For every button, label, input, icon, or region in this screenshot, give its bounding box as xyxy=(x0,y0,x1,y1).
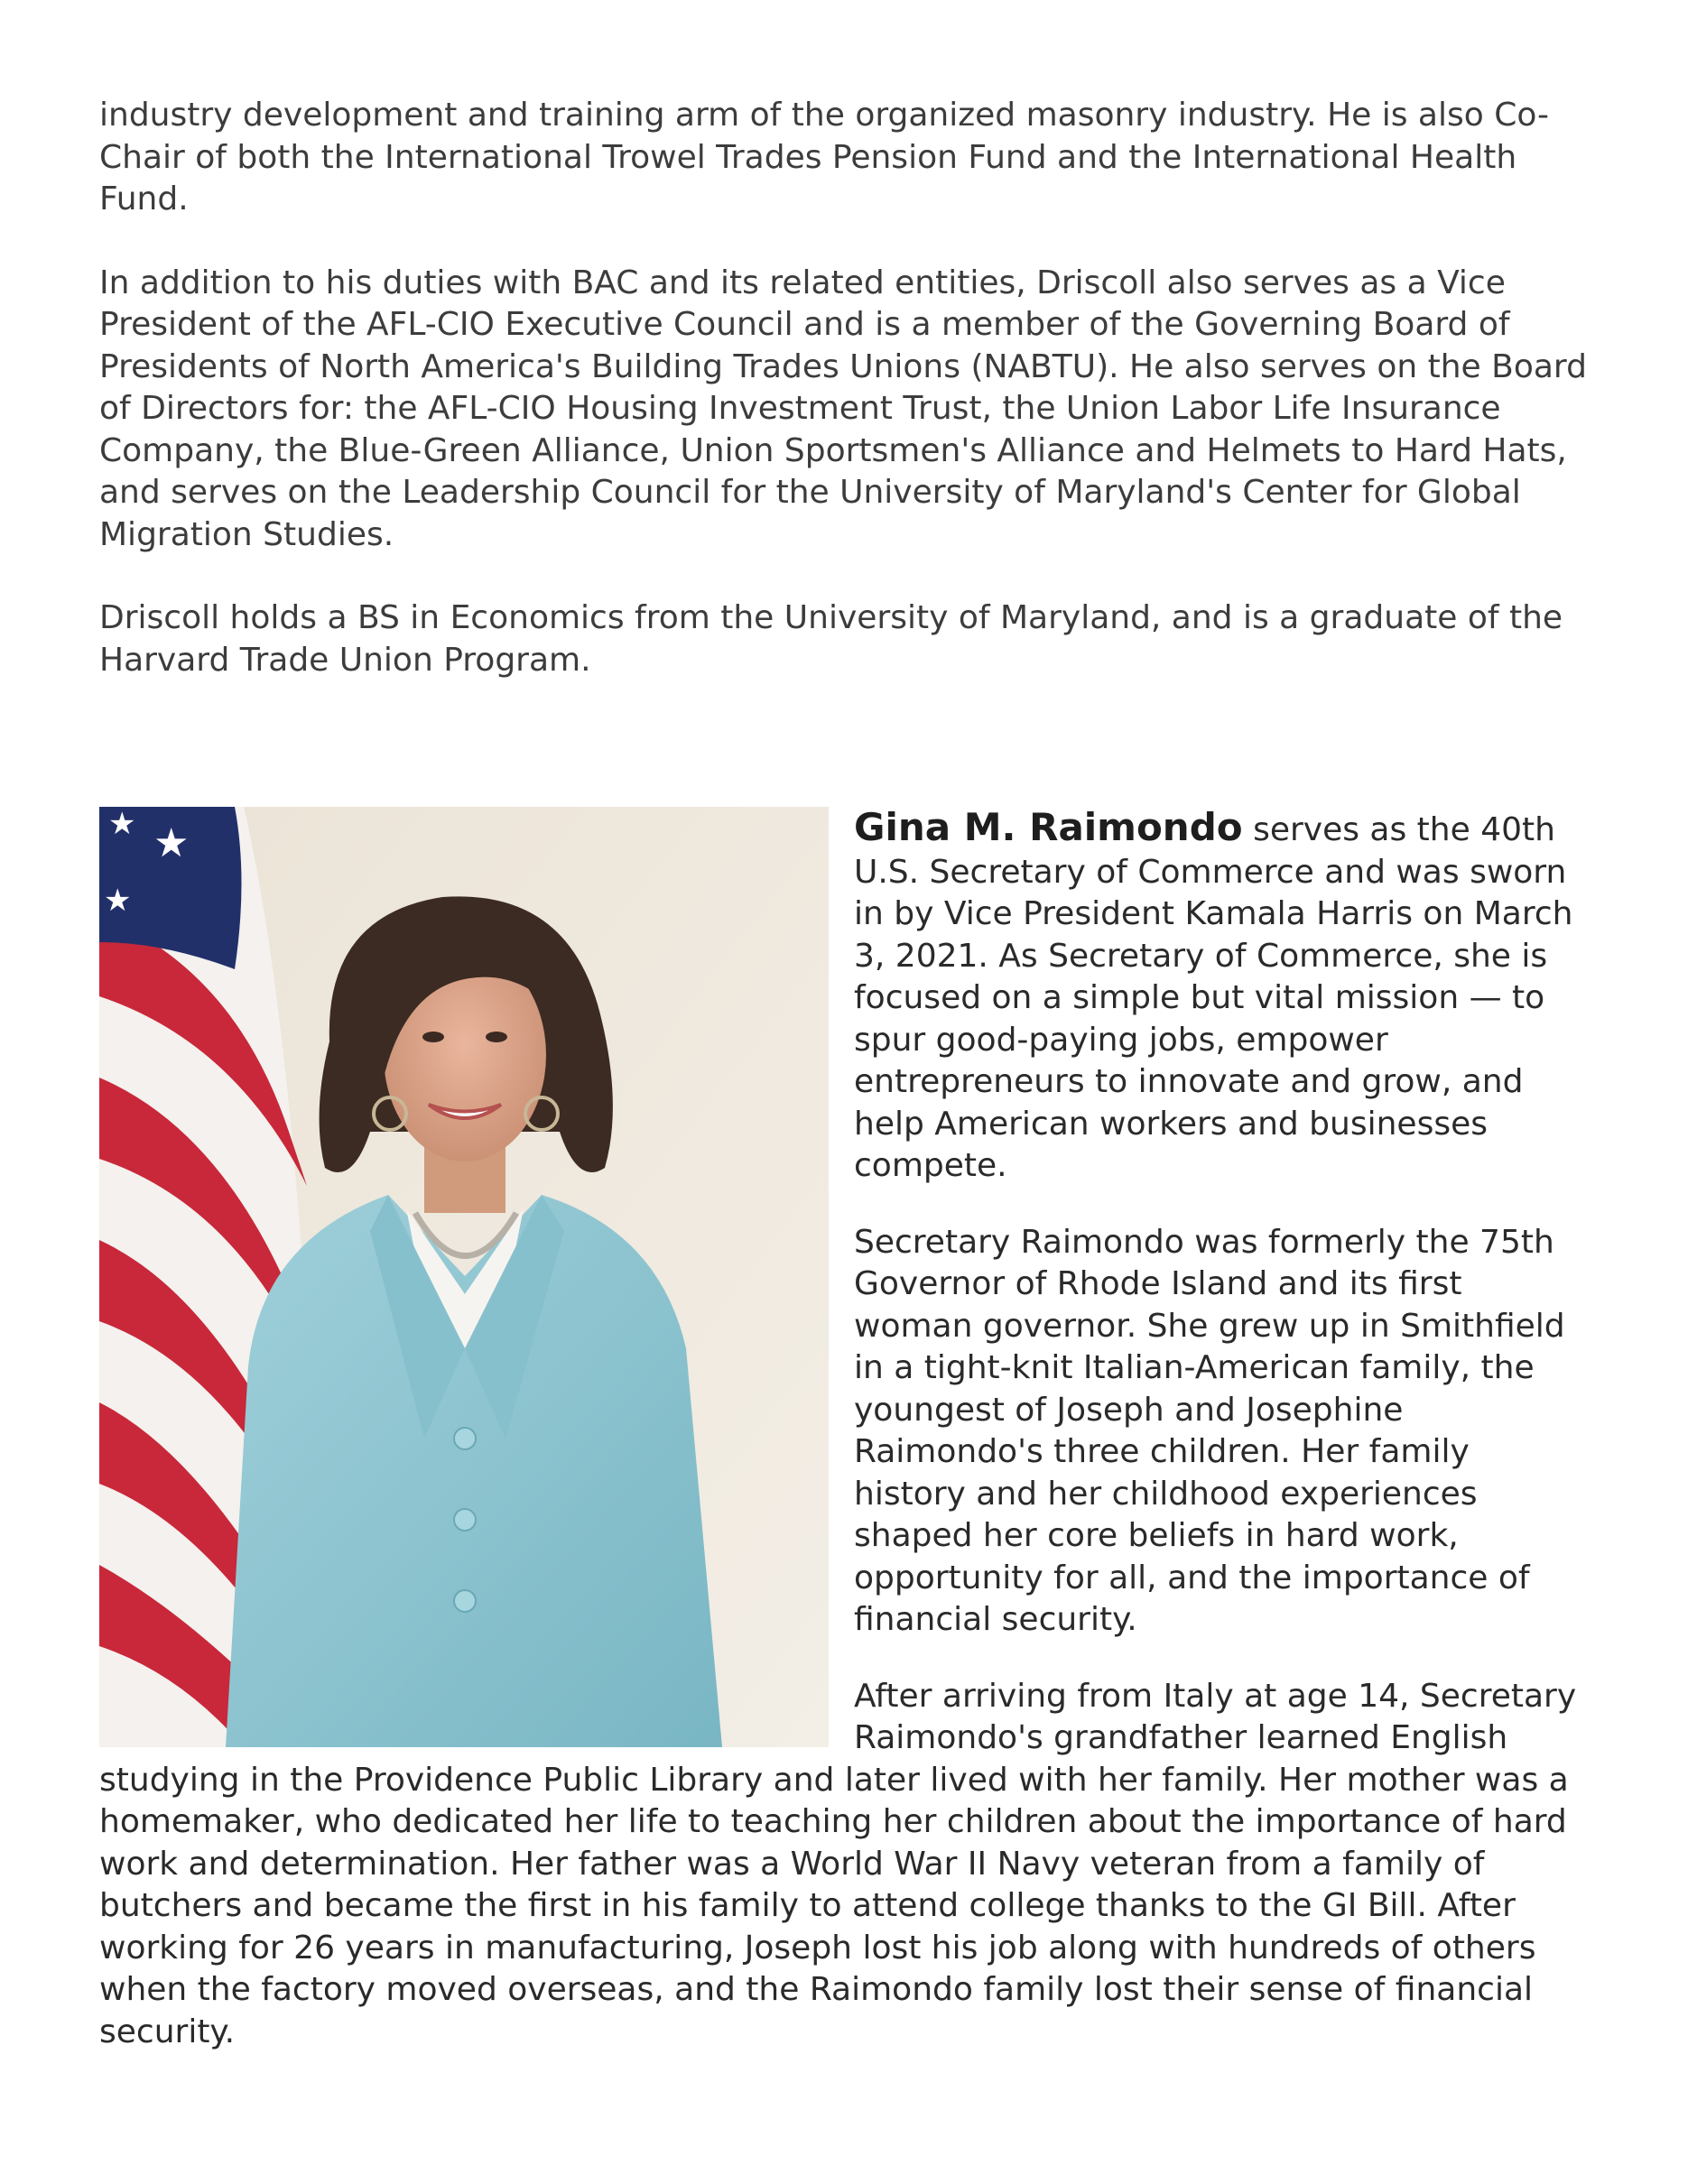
bio-paragraph: Secretary Raimondo was formerly the 75th Governor of Rhode Island and its first woman governor. She grew up in Smithfield in a tight-knit Italian-American family, the youngest of Joseph and Josephine Raimondo's three children. Her family history and her childhood experiences shaped her core beliefs in hard work, opportunity for all, and the importance of financial security. xyxy=(854,1223,1565,1638)
intro-paragraph: In addition to his duties with BAC and its related entities, Driscoll also serves as a Vice President of the AFL-CIO Executive Council and is a member of the Governing Board of Presidents of North America's Building Trades Unions (NABTU). He also serves on the Board of Directors for: the AFL-CIO Housing Investment Trust, the Union Labor Life Insurance Company, the Blue-Green Alliance, Union Sportsmen's Alliance and Helmets to Hard Hats, and serves on the Leadership Council for the University of Maryland's Center for Global Migration Studies. xyxy=(99,264,1587,553)
bio-paragraph: After arriving from Italy at age 14, Secretary Raimondo's grandfather learned English studying in the Providence Public Library and later lived with her family. Her mother was a homemaker, who dedicated her life to teaching her children about the importance of hard work and determination. Her father was a World War II Navy veteran from a family of butchers and became the first in his family to attend college thanks to the GI Bill. After working for 26 years in manufacturing, Joseph lost his job along with hundreds of others when the factory moved overseas, and the Raimondo family lost their sense of financial security. xyxy=(99,1677,1577,2050)
bio-section xyxy=(99,807,1589,2053)
portrait-photo xyxy=(99,807,829,1747)
svg-text:★: ★ xyxy=(153,820,190,866)
svg-text:★: ★ xyxy=(108,807,136,842)
person-name: Gina M. Raimondo xyxy=(854,805,1243,849)
intro-section xyxy=(99,95,1589,681)
intro-paragraph: Driscoll holds a BS in Economics from the University of Maryland, and is a graduate of the Harvard Trade Union Program. xyxy=(99,599,1563,679)
intro-paragraph: industry development and training arm of the organized masonry industry. He is also Co-Chair of both the International Trowel Trades Pension Fund and the International Health Fund. xyxy=(99,97,1550,217)
bio-paragraph: serves as the 40th U.S. Secretary of Commerce and was sworn in by Vice President Kamala Harris on March 3, 2021. As Secretary of Commerce, she is focused on a simple but vital mission — to spur good-paying jobs, empower entrepreneurs to innovate and grow, and help American workers and businesses compete. xyxy=(854,811,1573,1184)
svg-text:★: ★ xyxy=(104,883,132,919)
